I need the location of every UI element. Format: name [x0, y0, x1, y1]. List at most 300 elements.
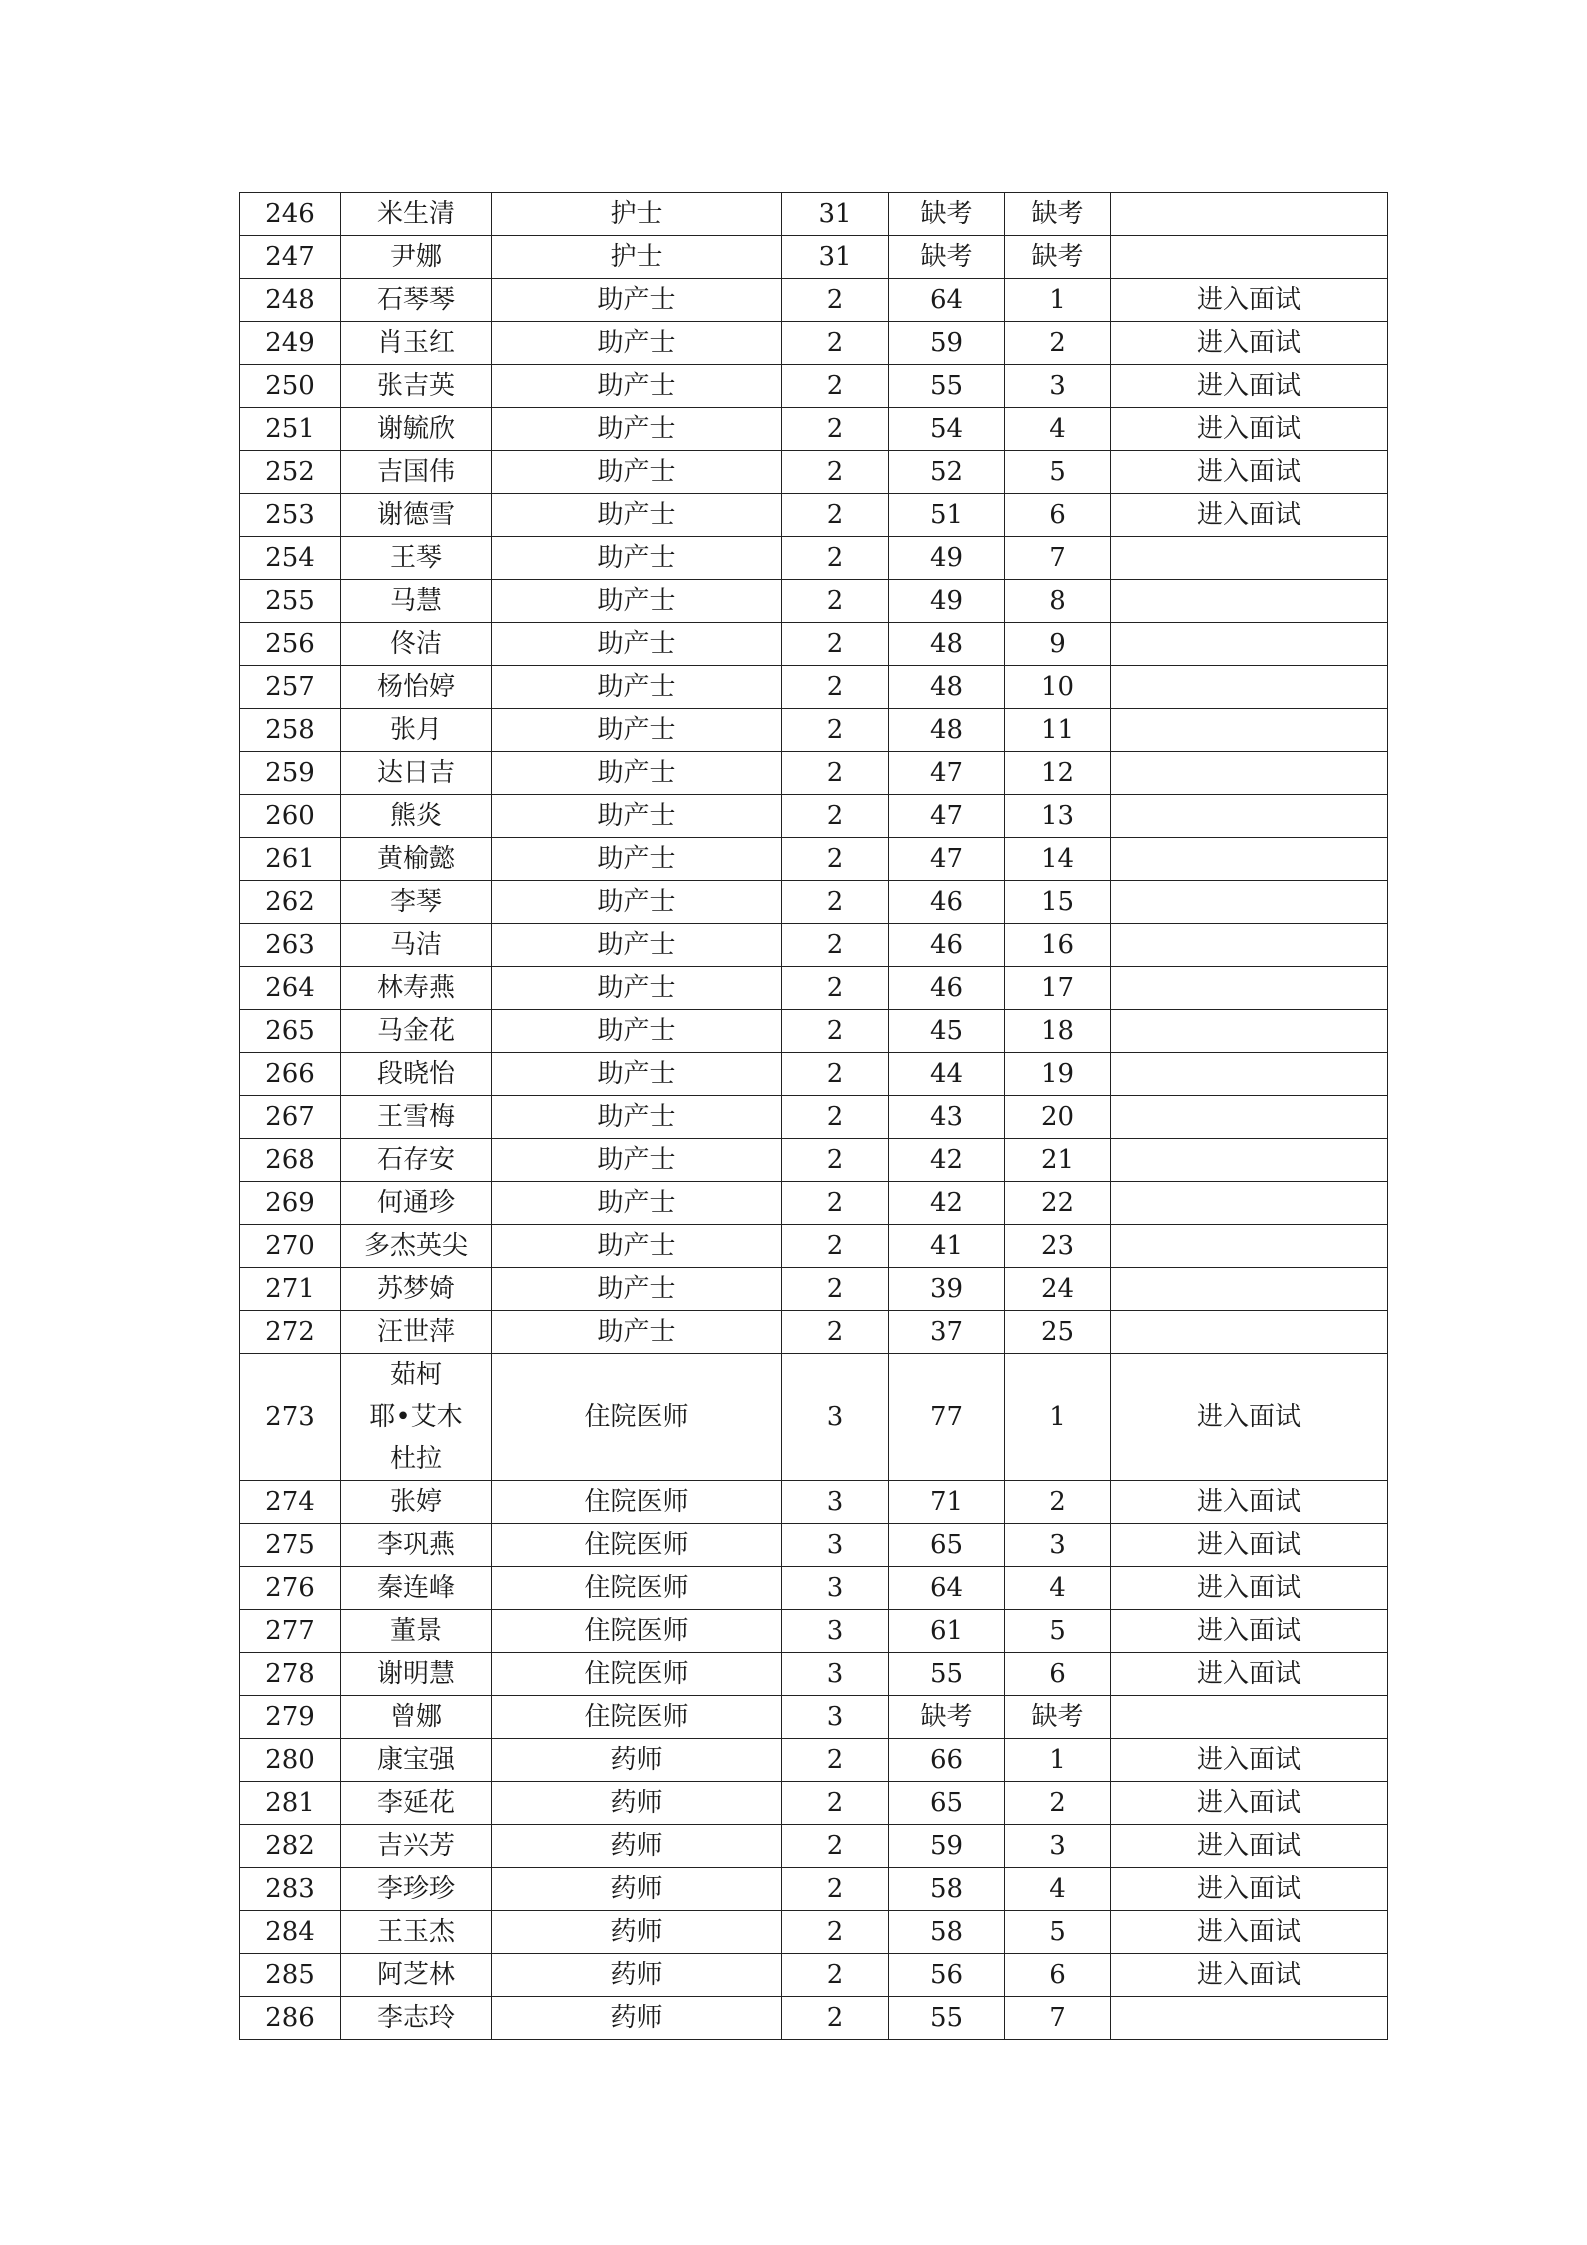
position-cell: 助产士: [492, 1139, 782, 1182]
hiring-count-cell: 3: [782, 1610, 889, 1653]
table-row: [240, 1868, 1388, 1911]
exam-score-cell: 45: [889, 1010, 1005, 1053]
rank-cell: 1: [1005, 1739, 1111, 1782]
candidate-name-cell: 尹娜: [341, 236, 492, 279]
rank-cell: 7: [1005, 1997, 1111, 2040]
remark-cell: [1111, 1010, 1388, 1053]
serial-number-cell: 283: [240, 1868, 341, 1911]
exam-score-cell: 77: [889, 1354, 1005, 1481]
remark-cell: [1111, 537, 1388, 580]
rank-cell: 22: [1005, 1182, 1111, 1225]
candidate-name-line: 杜拉: [389, 1444, 442, 1474]
exam-score-cell: 55: [889, 365, 1005, 408]
table-row: [240, 1053, 1388, 1096]
remark-cell: [1111, 881, 1388, 924]
table-row: [240, 1225, 1388, 1268]
table-row: [240, 1567, 1388, 1610]
hiring-count-cell: 2: [782, 666, 889, 709]
position-cell: 助产士: [492, 1182, 782, 1225]
exam-score-cell: 54: [889, 408, 1005, 451]
table-row: [240, 537, 1388, 580]
candidate-name-cell: 王琴: [341, 537, 492, 580]
remark-cell: 进入面试: [1111, 1524, 1388, 1567]
remark-cell: [1111, 709, 1388, 752]
exam-score-cell: 65: [889, 1782, 1005, 1825]
serial-number-cell: 252: [240, 451, 341, 494]
rank-cell: 6: [1005, 1954, 1111, 1997]
hiring-count-cell: 2: [782, 1782, 889, 1825]
table-row: [240, 451, 1388, 494]
exam-score-cell: 47: [889, 838, 1005, 881]
position-cell: 助产士: [492, 666, 782, 709]
serial-number-cell: 256: [240, 623, 341, 666]
remark-cell: [1111, 967, 1388, 1010]
candidate-name-cell: 石琴琴: [341, 279, 492, 322]
exam-score-cell: 37: [889, 1311, 1005, 1354]
table-row: [240, 1610, 1388, 1653]
candidate-name-cell: 多杰英尖: [341, 1225, 492, 1268]
position-cell: 助产士: [492, 1053, 782, 1096]
hiring-count-cell: 3: [782, 1567, 889, 1610]
rank-cell: 23: [1005, 1225, 1111, 1268]
exam-score-cell: 61: [889, 1610, 1005, 1653]
hiring-count-cell: 2: [782, 881, 889, 924]
serial-number-cell: 246: [240, 193, 341, 236]
serial-number-cell: 247: [240, 236, 341, 279]
candidate-name-cell: 阿芝林: [341, 1954, 492, 1997]
hiring-count-cell: 2: [782, 709, 889, 752]
serial-number-cell: 249: [240, 322, 341, 365]
rank-cell: 7: [1005, 537, 1111, 580]
position-cell: 住院医师: [492, 1653, 782, 1696]
serial-number-cell: 277: [240, 1610, 341, 1653]
rank-cell: 4: [1005, 1567, 1111, 1610]
remark-cell: [1111, 193, 1388, 236]
remark-cell: [1111, 1268, 1388, 1311]
hiring-count-cell: 2: [782, 924, 889, 967]
hiring-count-cell: 2: [782, 494, 889, 537]
position-cell: 住院医师: [492, 1610, 782, 1653]
exam-score-cell: 64: [889, 279, 1005, 322]
rank-cell: 2: [1005, 1782, 1111, 1825]
table-row: [240, 1010, 1388, 1053]
table-row: [240, 1139, 1388, 1182]
remark-cell: 进入面试: [1111, 1610, 1388, 1653]
position-cell: 助产士: [492, 322, 782, 365]
hiring-count-cell: 2: [782, 580, 889, 623]
serial-number-cell: 258: [240, 709, 341, 752]
exam-score-cell: 66: [889, 1739, 1005, 1782]
exam-score-cell: 51: [889, 494, 1005, 537]
serial-number-cell: 275: [240, 1524, 341, 1567]
position-cell: 助产士: [492, 967, 782, 1010]
hiring-count-cell: 2: [782, 279, 889, 322]
remark-cell: [1111, 1182, 1388, 1225]
table-row: [240, 1739, 1388, 1782]
exam-score-cell: 59: [889, 1825, 1005, 1868]
position-cell: 药师: [492, 1954, 782, 1997]
candidate-name-cell: 米生清: [341, 193, 492, 236]
rank-cell: 24: [1005, 1268, 1111, 1311]
remark-cell: 进入面试: [1111, 1911, 1388, 1954]
position-cell: 药师: [492, 1782, 782, 1825]
results-table-body: [240, 193, 1388, 2040]
exam-score-cell: 缺考: [889, 193, 1005, 236]
rank-cell: 2: [1005, 322, 1111, 365]
candidate-name-cell: 李珍珍: [341, 1868, 492, 1911]
hiring-count-cell: 2: [782, 537, 889, 580]
table-row: [240, 1311, 1388, 1354]
rank-cell: 2: [1005, 1481, 1111, 1524]
rank-cell: 25: [1005, 1311, 1111, 1354]
hiring-count-cell: 2: [782, 1182, 889, 1225]
serial-number-cell: 261: [240, 838, 341, 881]
exam-score-cell: 39: [889, 1268, 1005, 1311]
candidate-name-cell: 张吉英: [341, 365, 492, 408]
table-row: [240, 1911, 1388, 1954]
position-cell: 药师: [492, 1739, 782, 1782]
rank-cell: 10: [1005, 666, 1111, 709]
hiring-count-cell: 3: [782, 1481, 889, 1524]
remark-cell: 进入面试: [1111, 494, 1388, 537]
rank-cell: 4: [1005, 1868, 1111, 1911]
remark-cell: [1111, 1997, 1388, 2040]
table-row: [240, 1354, 1388, 1481]
serial-number-cell: 250: [240, 365, 341, 408]
hiring-count-cell: 2: [782, 1311, 889, 1354]
exam-score-cell: 41: [889, 1225, 1005, 1268]
candidate-name-cell: 秦连峰: [341, 1567, 492, 1610]
candidate-name-cell: 熊炎: [341, 795, 492, 838]
hiring-count-cell: 3: [782, 1354, 889, 1481]
hiring-count-cell: 2: [782, 1225, 889, 1268]
candidate-name-cell: 李琴: [341, 881, 492, 924]
table-row: [240, 623, 1388, 666]
rank-cell: 5: [1005, 1610, 1111, 1653]
serial-number-cell: 282: [240, 1825, 341, 1868]
position-cell: 住院医师: [492, 1567, 782, 1610]
position-cell: 助产士: [492, 494, 782, 537]
remark-cell: 进入面试: [1111, 1739, 1388, 1782]
exam-score-cell: 48: [889, 623, 1005, 666]
position-cell: 助产士: [492, 279, 782, 322]
rank-cell: 15: [1005, 881, 1111, 924]
candidate-name-line: 耶•艾木: [369, 1402, 463, 1432]
position-cell: 药师: [492, 1997, 782, 2040]
exam-score-cell: 55: [889, 1997, 1005, 2040]
rank-cell: 8: [1005, 580, 1111, 623]
rank-cell: 5: [1005, 1911, 1111, 1954]
candidate-name-cell: 佟洁: [341, 623, 492, 666]
exam-score-cell: 缺考: [889, 1696, 1005, 1739]
candidate-name-cell: 何通珍: [341, 1182, 492, 1225]
remark-cell: 进入面试: [1111, 322, 1388, 365]
table-row: [240, 1524, 1388, 1567]
table-row: [240, 881, 1388, 924]
serial-number-cell: 248: [240, 279, 341, 322]
serial-number-cell: 284: [240, 1911, 341, 1954]
hiring-count-cell: 3: [782, 1524, 889, 1567]
hiring-count-cell: 2: [782, 322, 889, 365]
serial-number-cell: 263: [240, 924, 341, 967]
remark-cell: 进入面试: [1111, 1868, 1388, 1911]
rank-cell: 11: [1005, 709, 1111, 752]
hiring-count-cell: 2: [782, 623, 889, 666]
candidate-name-cell: 段晓怡: [341, 1053, 492, 1096]
table-row: [240, 322, 1388, 365]
position-cell: 助产士: [492, 1311, 782, 1354]
serial-number-cell: 267: [240, 1096, 341, 1139]
exam-score-cell: 46: [889, 967, 1005, 1010]
rank-cell: 3: [1005, 365, 1111, 408]
position-cell: 助产士: [492, 924, 782, 967]
rank-cell: 4: [1005, 408, 1111, 451]
rank-cell: 18: [1005, 1010, 1111, 1053]
exam-score-cell: 55: [889, 1653, 1005, 1696]
rank-cell: 20: [1005, 1096, 1111, 1139]
exam-score-cell: 42: [889, 1139, 1005, 1182]
table-row: [240, 580, 1388, 623]
hiring-count-cell: 3: [782, 1653, 889, 1696]
remark-cell: 进入面试: [1111, 365, 1388, 408]
rank-cell: 1: [1005, 1354, 1111, 1481]
exam-score-cell: 49: [889, 580, 1005, 623]
rank-cell: 14: [1005, 838, 1111, 881]
position-cell: 助产士: [492, 881, 782, 924]
remark-cell: [1111, 1225, 1388, 1268]
candidate-name-cell: 曾娜: [341, 1696, 492, 1739]
exam-score-cell: 42: [889, 1182, 1005, 1225]
exam-score-cell: 48: [889, 709, 1005, 752]
position-cell: 住院医师: [492, 1481, 782, 1524]
rank-cell: 19: [1005, 1053, 1111, 1096]
serial-number-cell: 273: [240, 1354, 341, 1481]
candidate-name-cell: [341, 1354, 492, 1481]
hiring-count-cell: 2: [782, 1739, 889, 1782]
exam-score-cell: 64: [889, 1567, 1005, 1610]
candidate-name-cell: 李延花: [341, 1782, 492, 1825]
position-cell: 助产士: [492, 752, 782, 795]
remark-cell: [1111, 1311, 1388, 1354]
position-cell: 助产士: [492, 408, 782, 451]
candidate-name-cell: 苏梦婍: [341, 1268, 492, 1311]
rank-cell: 5: [1005, 451, 1111, 494]
remark-cell: [1111, 1696, 1388, 1739]
remark-cell: 进入面试: [1111, 1825, 1388, 1868]
serial-number-cell: 274: [240, 1481, 341, 1524]
table-row: [240, 666, 1388, 709]
exam-score-cell: 47: [889, 752, 1005, 795]
exam-score-cell: 59: [889, 322, 1005, 365]
candidate-name-cell: 康宝强: [341, 1739, 492, 1782]
table-row: [240, 365, 1388, 408]
exam-score-cell: 58: [889, 1911, 1005, 1954]
remark-cell: 进入面试: [1111, 1481, 1388, 1524]
serial-number-cell: 270: [240, 1225, 341, 1268]
candidate-name-cell: 张月: [341, 709, 492, 752]
candidate-name-cell: 谢明慧: [341, 1653, 492, 1696]
serial-number-cell: 254: [240, 537, 341, 580]
table-row: [240, 1096, 1388, 1139]
table-row: [240, 1997, 1388, 2040]
table-row: [240, 494, 1388, 537]
hiring-count-cell: 2: [782, 1825, 889, 1868]
rank-cell: 6: [1005, 494, 1111, 537]
rank-cell: 缺考: [1005, 1696, 1111, 1739]
hiring-count-cell: 2: [782, 1868, 889, 1911]
rank-cell: 3: [1005, 1825, 1111, 1868]
serial-number-cell: 265: [240, 1010, 341, 1053]
exam-score-cell: 65: [889, 1524, 1005, 1567]
hiring-count-cell: 2: [782, 1096, 889, 1139]
candidate-name-cell: 汪世萍: [341, 1311, 492, 1354]
serial-number-cell: 278: [240, 1653, 341, 1696]
remark-cell: 进入面试: [1111, 408, 1388, 451]
candidate-name-cell: 林寿燕: [341, 967, 492, 1010]
rank-cell: 9: [1005, 623, 1111, 666]
position-cell: 助产士: [492, 451, 782, 494]
exam-score-cell: 缺考: [889, 236, 1005, 279]
position-cell: 助产士: [492, 580, 782, 623]
candidate-name-cell: 马慧: [341, 580, 492, 623]
remark-cell: [1111, 1096, 1388, 1139]
serial-number-cell: 253: [240, 494, 341, 537]
table-row: [240, 1782, 1388, 1825]
position-cell: 药师: [492, 1825, 782, 1868]
rank-cell: 12: [1005, 752, 1111, 795]
remark-cell: [1111, 924, 1388, 967]
hiring-count-cell: 2: [782, 1268, 889, 1311]
table-row: [240, 709, 1388, 752]
rank-cell: 13: [1005, 795, 1111, 838]
hiring-count-cell: 2: [782, 1954, 889, 1997]
serial-number-cell: 260: [240, 795, 341, 838]
candidate-name-cell: 李巩燕: [341, 1524, 492, 1567]
position-cell: 药师: [492, 1868, 782, 1911]
hiring-count-cell: 2: [782, 1053, 889, 1096]
table-row: [240, 967, 1388, 1010]
candidate-name-cell: 达日吉: [341, 752, 492, 795]
candidate-name-cell: 黄榆懿: [341, 838, 492, 881]
remark-cell: [1111, 236, 1388, 279]
hiring-count-cell: 2: [782, 451, 889, 494]
table-row: [240, 1481, 1388, 1524]
serial-number-cell: 266: [240, 1053, 341, 1096]
candidate-name-cell: 马洁: [341, 924, 492, 967]
table-row: [240, 193, 1388, 236]
exam-score-cell: 56: [889, 1954, 1005, 1997]
serial-number-cell: 255: [240, 580, 341, 623]
position-cell: 住院医师: [492, 1696, 782, 1739]
exam-score-cell: 46: [889, 924, 1005, 967]
position-cell: 助产士: [492, 1268, 782, 1311]
exam-score-cell: 58: [889, 1868, 1005, 1911]
position-cell: 助产士: [492, 838, 782, 881]
candidate-name-cell: 吉兴芳: [341, 1825, 492, 1868]
position-cell: 护士: [492, 236, 782, 279]
serial-number-cell: 280: [240, 1739, 341, 1782]
rank-cell: 缺考: [1005, 236, 1111, 279]
candidate-name-cell: 杨怡婷: [341, 666, 492, 709]
serial-number-cell: 271: [240, 1268, 341, 1311]
serial-number-cell: 285: [240, 1954, 341, 1997]
candidate-name-cell: 肖玉红: [341, 322, 492, 365]
candidate-name-cell: 谢德雪: [341, 494, 492, 537]
remark-cell: 进入面试: [1111, 1354, 1388, 1481]
position-cell: 住院医师: [492, 1524, 782, 1567]
hiring-count-cell: 31: [782, 193, 889, 236]
remark-cell: [1111, 795, 1388, 838]
position-cell: 住院医师: [492, 1354, 782, 1481]
table-row: [240, 236, 1388, 279]
remark-cell: [1111, 1139, 1388, 1182]
candidate-name-cell: 王雪梅: [341, 1096, 492, 1139]
candidate-name-cell: 吉国伟: [341, 451, 492, 494]
rank-cell: 1: [1005, 279, 1111, 322]
hiring-count-cell: 2: [782, 1010, 889, 1053]
remark-cell: [1111, 752, 1388, 795]
hiring-count-cell: 2: [782, 752, 889, 795]
table-row: [240, 279, 1388, 322]
serial-number-cell: 286: [240, 1997, 341, 2040]
remark-cell: 进入面试: [1111, 1954, 1388, 1997]
hiring-count-cell: 2: [782, 1997, 889, 2040]
candidate-name-cell: 马金花: [341, 1010, 492, 1053]
rank-cell: 6: [1005, 1653, 1111, 1696]
remark-cell: [1111, 666, 1388, 709]
remark-cell: 进入面试: [1111, 1653, 1388, 1696]
serial-number-cell: 276: [240, 1567, 341, 1610]
candidate-name-cell: 王玉杰: [341, 1911, 492, 1954]
hiring-count-cell: 3: [782, 1696, 889, 1739]
position-cell: 助产士: [492, 795, 782, 838]
position-cell: 助产士: [492, 365, 782, 408]
hiring-count-cell: 2: [782, 838, 889, 881]
table-row: [240, 1182, 1388, 1225]
hiring-count-cell: 2: [782, 795, 889, 838]
candidate-name-cell: 李志玲: [341, 1997, 492, 2040]
serial-number-cell: 257: [240, 666, 341, 709]
rank-cell: 21: [1005, 1139, 1111, 1182]
results-table: [239, 192, 1388, 2040]
serial-number-cell: 281: [240, 1782, 341, 1825]
position-cell: 助产士: [492, 1096, 782, 1139]
exam-score-cell: 43: [889, 1096, 1005, 1139]
remark-cell: 进入面试: [1111, 279, 1388, 322]
remark-cell: [1111, 623, 1388, 666]
position-cell: 药师: [492, 1911, 782, 1954]
position-cell: 助产士: [492, 1010, 782, 1053]
candidate-name-cell: 董景: [341, 1610, 492, 1653]
exam-score-cell: 49: [889, 537, 1005, 580]
table-row: [240, 1825, 1388, 1868]
remark-cell: [1111, 1053, 1388, 1096]
rank-cell: 17: [1005, 967, 1111, 1010]
hiring-count-cell: 2: [782, 408, 889, 451]
remark-cell: 进入面试: [1111, 451, 1388, 494]
table-row: [240, 1954, 1388, 1997]
candidate-name-cell: 谢毓欣: [341, 408, 492, 451]
exam-score-cell: 52: [889, 451, 1005, 494]
exam-score-cell: 44: [889, 1053, 1005, 1096]
exam-score-cell: 71: [889, 1481, 1005, 1524]
rank-cell: 3: [1005, 1524, 1111, 1567]
serial-number-cell: 268: [240, 1139, 341, 1182]
serial-number-cell: 272: [240, 1311, 341, 1354]
serial-number-cell: 279: [240, 1696, 341, 1739]
table-row: [240, 752, 1388, 795]
hiring-count-cell: 31: [782, 236, 889, 279]
